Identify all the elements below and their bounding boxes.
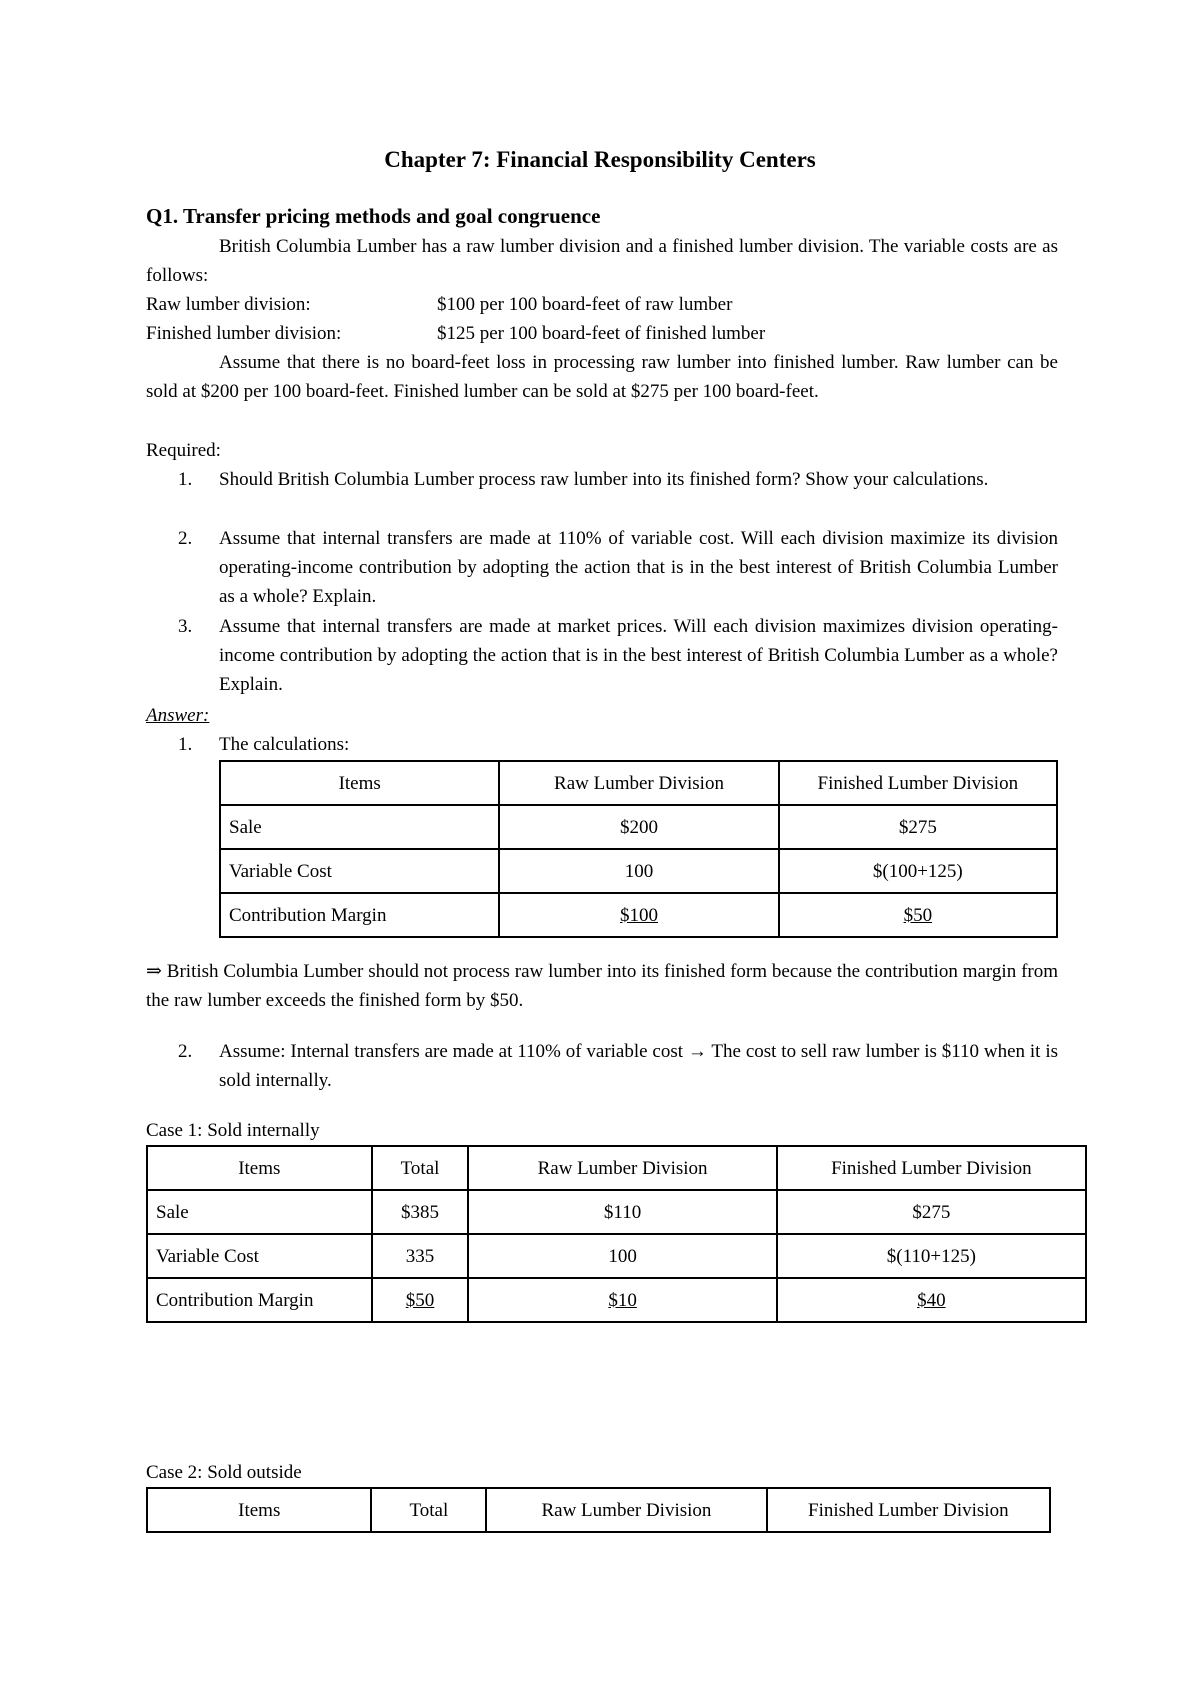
table-header-cell: Raw Lumber Division (499, 761, 778, 805)
answer-item-text: The calculations: (219, 734, 350, 755)
table-header-cell: Raw Lumber Division (486, 1488, 766, 1532)
table-header-cell: Items (147, 1146, 372, 1190)
table-cell: Variable Cost (147, 1234, 372, 1278)
table-header-row (220, 761, 1057, 805)
table-row (220, 849, 1057, 893)
table-cell: $385 (372, 1190, 469, 1234)
table-cell: Variable Cost (220, 849, 499, 893)
table-cell-wrap (779, 893, 1057, 937)
case1-label: Case 1: Sold internally (146, 1120, 320, 1141)
table-cell: Contribution Margin (220, 893, 499, 937)
required-item-number: 1. (178, 469, 193, 490)
table-row (147, 1190, 1086, 1234)
table-header-cell: Total (371, 1488, 486, 1532)
table-cell: $275 (779, 805, 1057, 849)
table-cell-wrap (372, 1278, 469, 1322)
table-cell-wrap (777, 1278, 1086, 1322)
table-row (147, 1278, 1086, 1322)
answer-label: Answer: (146, 705, 210, 726)
finished-cost-value: $125 per 100 board-feet of finished lumber (437, 323, 766, 344)
table-cell: $10 (608, 1289, 637, 1311)
answer-item-text: Assume: Internal transfers are made at 110% of variable cost → The cost to sell raw lumber is $110 when it is sold internally. (219, 1041, 1058, 1091)
case1-table (146, 1145, 1087, 1323)
page-title: Chapter 7: Financial Responsibility Centers (384, 147, 816, 172)
table-cell: $(110+125) (777, 1234, 1086, 1278)
table-cell: $200 (499, 805, 778, 849)
table-cell: $100 (620, 904, 658, 926)
table-cell-wrap (499, 893, 778, 937)
table-row (147, 1234, 1086, 1278)
table-cell: $40 (917, 1289, 946, 1311)
table-cell: Sale (220, 805, 499, 849)
table-cell: 100 (499, 849, 778, 893)
case2-table (146, 1487, 1051, 1533)
table-header-cell: Items (220, 761, 499, 805)
table-row (220, 805, 1057, 849)
table-cell: $275 (777, 1190, 1086, 1234)
calculations-table (219, 760, 1058, 938)
raw-cost-value: $100 per 100 board-feet of raw lumber (437, 294, 733, 315)
table-header-cell: Items (147, 1488, 371, 1532)
finished-cost-label: Finished lumber division: (146, 323, 342, 344)
answer-item-number: 2. (178, 1041, 193, 1062)
table-cell: Contribution Margin (147, 1278, 372, 1322)
table-cell: $(100+125) (779, 849, 1057, 893)
table-header-cell: Raw Lumber Division (468, 1146, 776, 1190)
table-header-cell: Total (372, 1146, 469, 1190)
question-heading: Q1. Transfer pricing methods and goal congruence (146, 204, 601, 228)
table-cell: $50 (405, 1289, 435, 1311)
required-item-number: 2. (178, 528, 193, 549)
raw-cost-label: Raw lumber division: (146, 294, 311, 315)
required-label: Required: (146, 440, 221, 461)
table-header-cell: Finished Lumber Division (767, 1488, 1050, 1532)
table-row (220, 893, 1057, 937)
required-item-text: Assume that internal transfers are made at market prices. Will each division maximizes division operating-income contribution by adopting the action that is in the best interest of British Columbia Lumber as a whole? Explain. (219, 616, 1058, 695)
table-cell: 100 (468, 1234, 776, 1278)
answer-item-number: 1. (178, 734, 193, 755)
table-cell: $50 (903, 904, 933, 926)
table-cell: 335 (372, 1234, 469, 1278)
table-header-row (147, 1488, 1050, 1532)
required-item-number: 3. (178, 616, 193, 637)
table-header-cell: Finished Lumber Division (779, 761, 1057, 805)
table-header-row (147, 1146, 1086, 1190)
required-item-text: Should British Columbia Lumber process raw lumber into its finished form? Show your calculations. (219, 469, 989, 490)
intro-paragraph: British Columbia Lumber has a raw lumber division and a finished lumber division. The variable costs are as follows: (146, 236, 1058, 286)
required-item-text: Assume that internal transfers are made at 110% of variable cost. Will each division maximize its division operating-income contribution by adopting the action that is in the best interest of British Columbia Lumber as a whole? Explain. (219, 528, 1058, 607)
table-header-cell: Finished Lumber Division (777, 1146, 1086, 1190)
conclusion-paragraph: ⇒ British Columbia Lumber should not process raw lumber into its finished form because the contribution margin from the raw lumber exceeds the finished form by $50. (146, 961, 1058, 1011)
assumption-paragraph: Assume that there is no board-feet loss in processing raw lumber into finished lumber. Raw lumber can be sold at $200 per 100 board-feet. Finished lumber can be sold at $275 per 100 board-feet. (146, 352, 1058, 402)
table-cell: Sale (147, 1190, 372, 1234)
case2-label: Case 2: Sold outside (146, 1462, 302, 1483)
table-cell: $110 (468, 1190, 776, 1234)
table-cell-wrap (468, 1278, 776, 1322)
